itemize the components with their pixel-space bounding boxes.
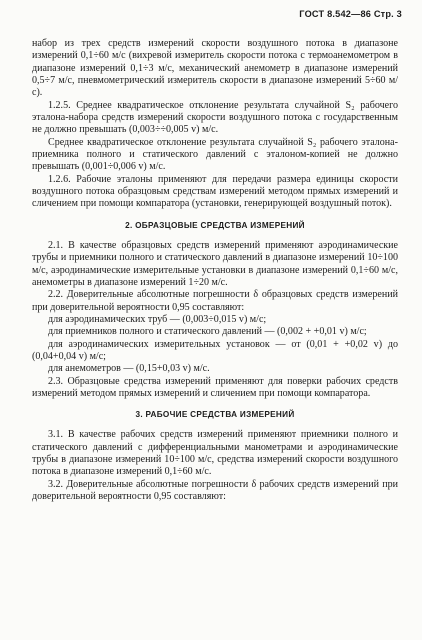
paragraph-deviation-receiver: Среднее квадратическое отклонение результата случайной S₂ рабочего эталона-приемника полного и статического давлений с эталоном-копией не должно превышать (0,001÷0,006 v) м/с. [32, 136, 398, 173]
paragraph-2-2: 2.2. Доверительные абсолютные погрешности δ образцовых средств измерений при доверительной вероятности 0,95 составляют: [32, 289, 398, 313]
document-body [32, 38, 398, 503]
section-3-heading: 3. РАБОЧИЕ СРЕДСТВА ИЗМЕРЕНИЙ [135, 410, 295, 420]
paragraph-2-3: 2.3. Образцовые средства измерений применяют для поверки рабочих средств измерений методом прямых измерений и сличением при помощи компаратора. [32, 375, 398, 399]
paragraph-3-1: 3.1. В качестве рабочих средств измерений применяют приемники полного и статического давлений с дифференциальными манометрами и аэродинамические трубы в диапазоне измерений 10÷100 м/с, средства измерений скорости воздушного потока в диапазоне измерений 0,1÷60 м/с. [32, 429, 398, 478]
paragraph-3-2: 3.2. Доверительные абсолютные погрешности δ рабочих средств измерений при доверительной вероятности 0,95 составляют: [32, 478, 398, 502]
page-header: ГОСТ 8.542—86 Стр. 3 [299, 9, 402, 19]
list-item-anemometers: для анемометров — (0,15+0,03 v) м/с. [48, 363, 210, 375]
section-2-heading: 2. ОБРАЗЦОВЫЕ СРЕДСТВА ИЗМЕРЕНИЙ [125, 220, 305, 230]
paragraph-2-1: 2.1. В качестве образцовых средств измерений применяют аэродинамические трубы и приемники полного и статического давлений в диапазоне измерений 10÷100 м/с, аэродинамические измерительные установки в диапазоне измерений 0,1÷60 м/с, анемометры в диапазоне измерений 1÷20 м/с. [32, 239, 398, 288]
paragraph-1-2-5: 1.2.5. Среднее квадратическое отклонение результата случайной S₂ рабочего эталона-набора средств измерений скорости воздушного потока с государственным не должно превышать (0,003÷÷0,005 v) м/с. [32, 99, 398, 136]
list-item-tubes: для аэродинамических труб — (0,003÷0,015 v) м/с; [48, 313, 267, 325]
list-item-receivers: для приемников полного и статического давлений — (0,002 + +0,01 v) м/с; [48, 326, 367, 338]
paragraph-1-2-6: 1.2.6. Рабочие эталоны применяют для передачи размера единицы скорости воздушного потока образцовым средствам измерений методом прямых измерений и сличением при помощи компаратора (установки, генерирующей воздушный поток). [32, 173, 398, 210]
list-item-installations: для аэродинамических измерительных установок — от (0,01 + +0,02 v) до (0,04+0,04 v) м/с; [32, 338, 398, 362]
paragraph-continuation: набор из трех средств измерений скорости воздушного потока в диапазоне измерений 0,1÷60 м/с (вихревой измеритель скорости потока с термоанемометром в диапазоне измерений 0,1÷3 м/с, механический анемометр в диапазоне измерений 0,5÷7 м/с, пневмометрический измеритель скорости в диапазоне измерений 5÷60 м/с). [32, 38, 398, 99]
